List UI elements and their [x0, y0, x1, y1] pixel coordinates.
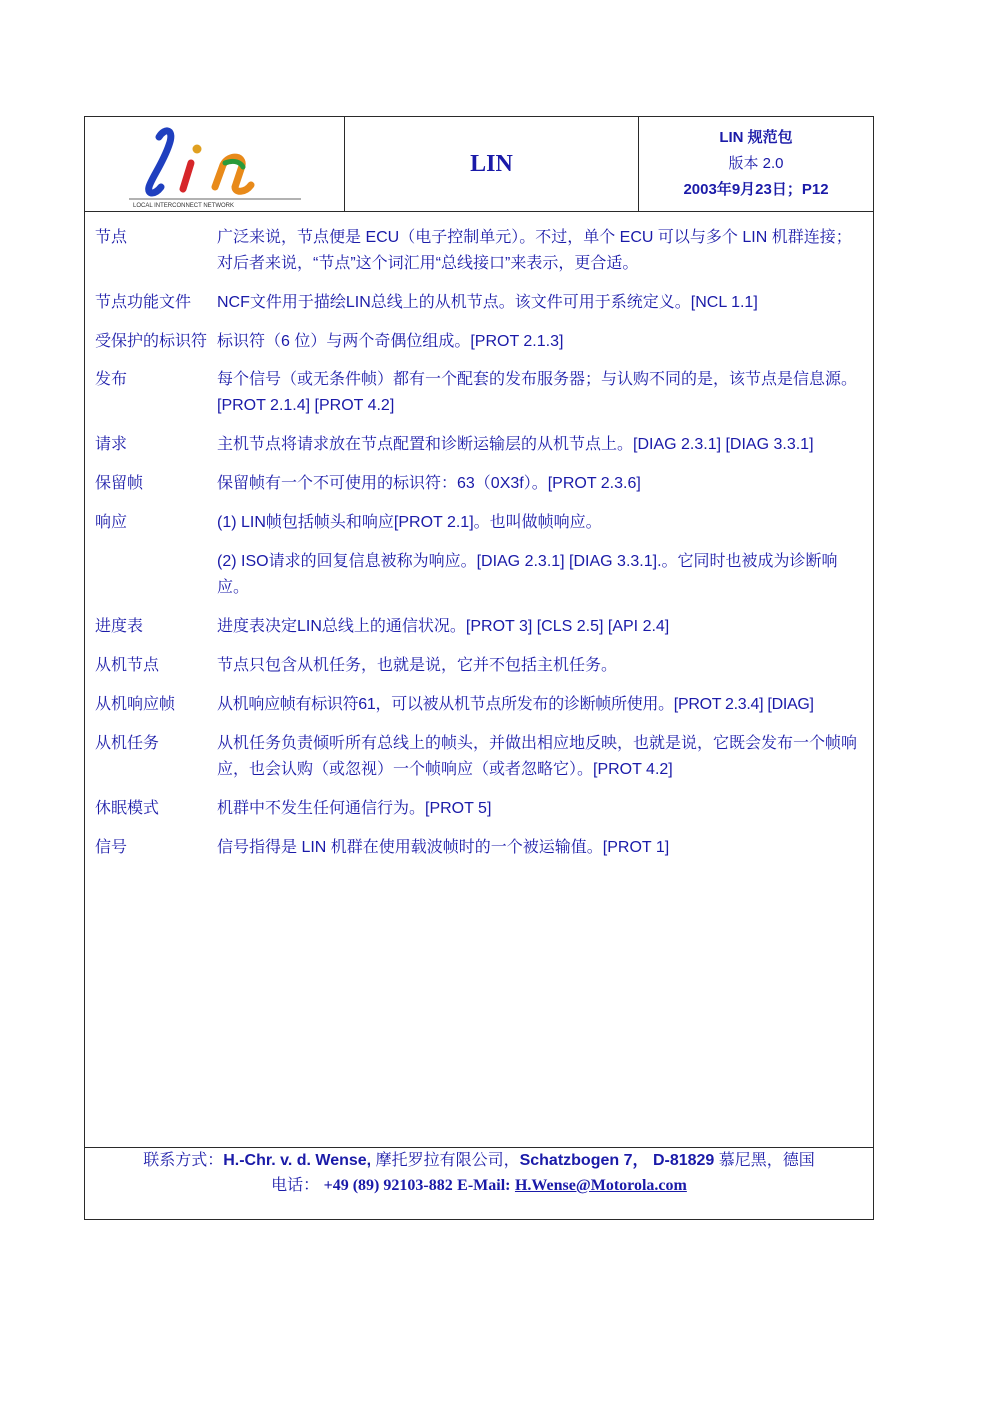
header-title-cell [345, 117, 639, 211]
term-definition: 标识符（6 位）与两个奇偶位组成。[PROT 2.1.3] [217, 333, 564, 350]
phone-number: +49 (89) 92103-882 [323, 1177, 453, 1194]
term-definition: 主机节点将请求放在节点配置和诊断运输层的从机节点上。[DIAG 2.3.1] [DIAG 3.3.1] [217, 436, 814, 453]
term-definition: 从机任务负责倾听所有总线上的帧头，并做出相应地反映，也就是说，它既会发布一个帧响应，也会认购（或忽视）一个帧响应（或者忽略它）。[PROT 4.2] [217, 735, 858, 778]
term-name: 从机节点 [95, 657, 160, 674]
term-name: 保留帧 [95, 475, 144, 492]
phone-label: 电话： [271, 1177, 320, 1194]
term-name: 响应 [95, 514, 128, 531]
term-name: 从机任务 [95, 735, 160, 752]
term-definition: 信号指得是 LIN 机群在使用载波帧时的一个被运输值。[PROT 1] [217, 839, 670, 856]
header-info-cell [639, 117, 873, 211]
term-name: 节点功能文件 [95, 294, 192, 311]
date-page: 2003年9月23日；P12 [683, 181, 829, 198]
term-name: 信号 [95, 839, 128, 856]
street: Schatzbogen 7， [519, 1152, 649, 1169]
term-definition: 从机响应帧有标识符61，可以被从机节点所发布的诊断帧所使用。[PROT 2.3.4] [DIAG] [217, 696, 814, 713]
version: 版本 2.0 [728, 155, 784, 172]
term-name: 请求 [95, 436, 128, 453]
term-name: 受保护的标识符 [95, 333, 208, 350]
lin-logo [85, 117, 345, 211]
term-definition: 保留帧有一个不可使用的标识符：63（0X3f）。[PROT 2.3.6] [217, 475, 641, 492]
logo-caption: LOCAL INTERCONNECT NETWORK [133, 203, 235, 207]
term-definition: 节点只包含从机任务，也就是说，它并不包括主机任务。 [217, 657, 618, 674]
term-name: 发布 [95, 371, 128, 388]
term-definition: 进度表决定LIN总线上的通信状况。[PROT 3] [CLS 2.5] [API 2.4] [217, 618, 670, 635]
term-name: 节点 [95, 229, 128, 246]
email-label: E-Mail: [457, 1177, 511, 1194]
lin-logo-icon [125, 123, 315, 207]
term-name: 休眠模式 [95, 800, 160, 817]
page-title: LIN [470, 150, 513, 177]
spec-package: LIN 规范包 [719, 129, 793, 146]
term-definition: 每个信号（或无条件帧）都有一个配套的发布服务器；与认购不同的是，该节点是信息源。[PROT 2.1.4] [PROT 4.2] [217, 371, 858, 414]
term-name: 进度表 [95, 618, 144, 635]
postcode: D-81829 [652, 1152, 715, 1169]
term-definition: (1) LIN帧包括帧头和响应[PROT 2.1]。也叫做帧响应。 [217, 514, 602, 531]
email-link[interactable]: H.Wense@Motorola.com [514, 1177, 687, 1194]
term-definition: NCF文件用于描绘LIN总线上的从机节点。该文件可用于系统定义。[NCL 1.1] [217, 294, 758, 311]
term-definition: 广泛来说，节点便是 ECU（电子控制单元）。不过，单个 ECU 可以与多个 LIN 机群连接；对后者来说，“节点”这个词汇用“总线接口”来表示，更合适。 [217, 229, 852, 272]
document-header [85, 117, 873, 212]
phone-line [85, 1173, 873, 1198]
city: 慕尼黑，德国 [718, 1152, 815, 1169]
contact-label: 联系方式： [143, 1152, 224, 1169]
contact-footer [85, 1147, 873, 1198]
term-definition: (2) ISO请求的回复信息被称为响应。[DIAG 2.3.1] [DIAG 3.3.1].。它同时也被成为诊断响应。 [217, 553, 838, 596]
term-name: 从机响应帧 [95, 696, 176, 713]
document-frame [84, 116, 874, 1220]
contact-line [85, 1148, 873, 1173]
company: 摩托罗拉有限公司， [375, 1152, 520, 1169]
term-definition: 机群中不发生任何通信行为。[PROT 5] [217, 800, 492, 817]
contact-name: H.-Chr. v. d. Wense, [223, 1152, 372, 1169]
